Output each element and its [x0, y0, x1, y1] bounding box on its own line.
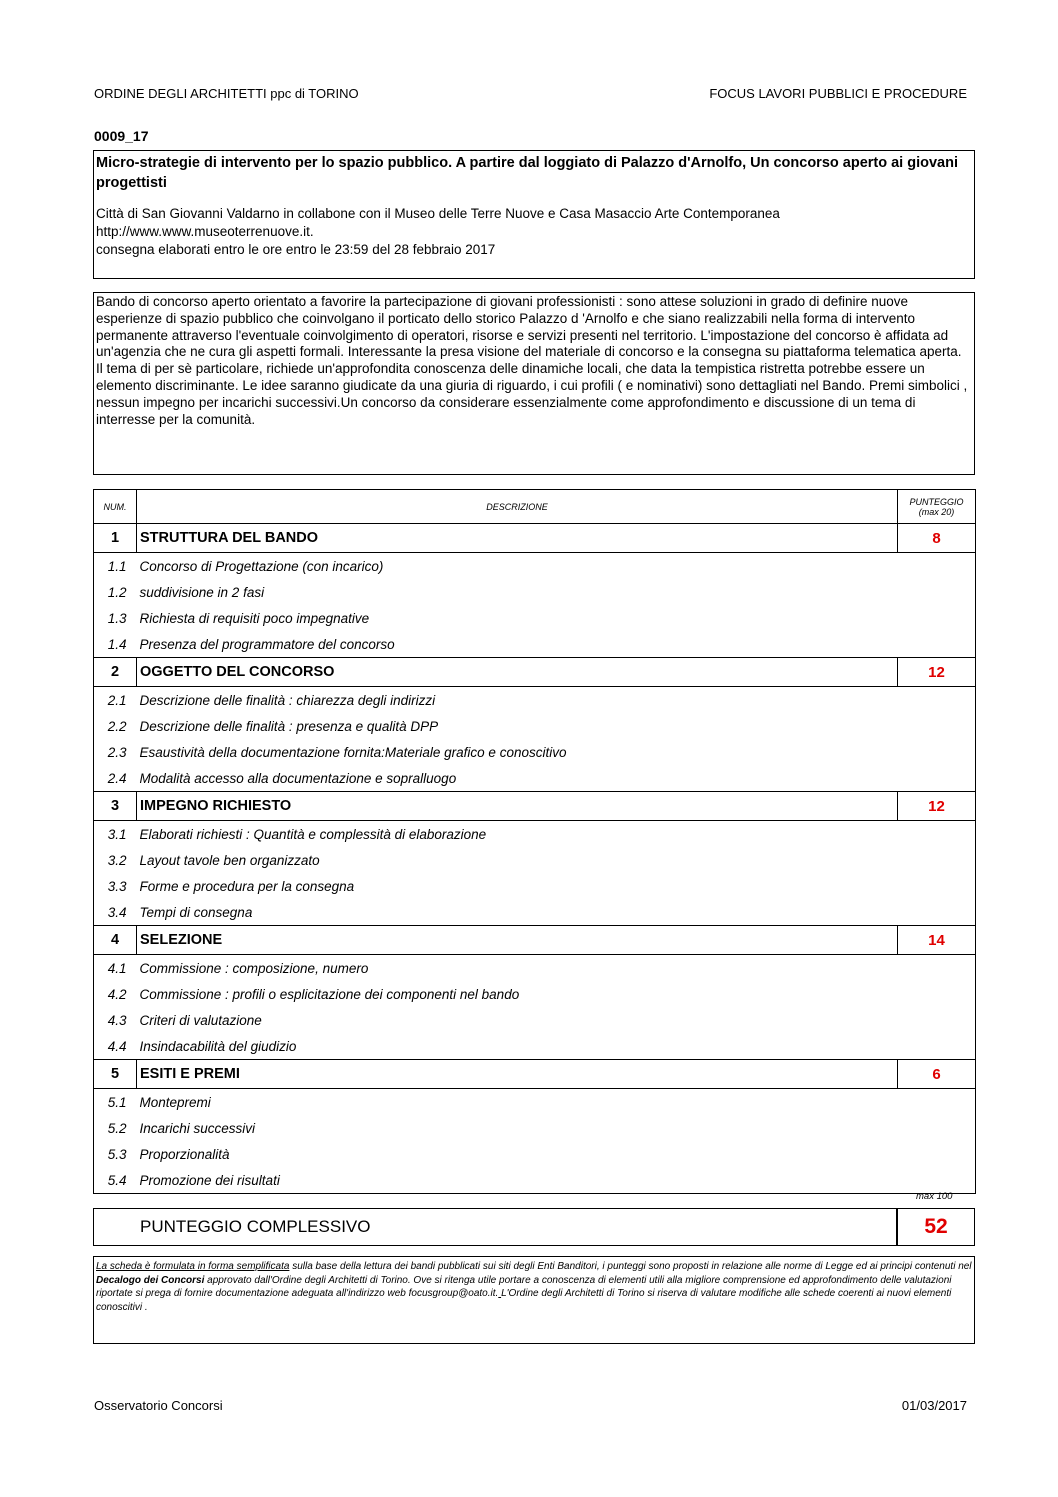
criterion-label: Elaborati richiesti : Quantità e complessità di elaborazione: [139, 826, 487, 842]
note-text-2: approvato dall'Ordine degli Architetti di Torino. Ove si ritenga utile portare a conoscenza di elementi utili alla migliore comprensione ed approfondimento delle valutazioni riportate si prega di fornire documentazione adeguata all'indirizzo web focusgroup@oato.it.: [96, 1274, 952, 1300]
criterion-score-cell: [898, 821, 976, 848]
section-title: IMPEGNO RICHIESTO: [137, 792, 898, 821]
criterion-score-cell: [898, 873, 976, 899]
criterion-row: [94, 553, 976, 580]
criterion-number: 2.1: [94, 687, 137, 714]
criterion-score-cell: [898, 605, 976, 631]
criterion-label: Modalità accesso alla documentazione e sopralluogo: [137, 765, 898, 792]
criterion-row: [94, 981, 976, 1007]
section-title: ESITI E PREMI: [137, 1060, 898, 1089]
num-column-header: NUM.: [94, 490, 137, 524]
criterion-row: [94, 1033, 976, 1060]
section-score: 6: [898, 1060, 976, 1089]
criterion-number: 5.2: [94, 1115, 137, 1141]
score-header-max: (max 20): [918, 506, 955, 517]
criterion-score-cell: [898, 1089, 976, 1116]
criterion-number: 1.1: [94, 553, 137, 580]
criterion-number: 4.4: [94, 1033, 137, 1060]
criterion-number: 5.1: [94, 1089, 137, 1116]
criterion-label: Insindacabilità del giudizio: [137, 1033, 898, 1060]
criterion-row: [94, 605, 976, 631]
deadline-line: consegna elaborati entro le ore entro le 23:59 del 28 febbraio 2017: [96, 242, 496, 257]
criterion-number: 2.3: [94, 739, 137, 765]
criterion-label: Descrizione delle finalità : chiarezza degli indirizzi: [139, 692, 436, 708]
description-box: Bando di concorso aperto orientato a favorire la partecipazione di giovani professionisti : sono attese soluzioni in grado di definire nuove esperienze di spazio pubblico che coinvolgano il porticato dello storico Palazzo d 'Arnolfo e che siano realizzabili nella forma di intervento permanente attraverso l'eventuale coinvolgimento di operatori, risorse e servizi presenti nel territorio. L'impostazione del concorso è affidata ad un'agenzia che ne cura gli aspetti formali. Interessante la presa visione del materiale di concorso e la consegna su piattaforma telematica aperta. Il tema di per sè particolare, richiede un'approfondita conoscenza delle dinamiche locali, che data la tempistica ristretta potrebbe essere un elemento discriminante. Le idee saranno giudicate da una giuria di riguardo, i cui profili ( e nominativi) sono dettagliati nel Bando. Premi simbolici , nessun impegno per incarichi successivi.Un concorso da considerare essenzialmente come approfondimento e discussione di un tema di interresse per la comunità.: [93, 292, 975, 475]
max-score-note: max 100: [916, 1191, 953, 1202]
section-score: 12: [898, 792, 976, 821]
section-row: [94, 1060, 976, 1089]
disclaimer-note: [93, 1256, 975, 1344]
criterion-row: [94, 739, 976, 765]
table-header-row: [94, 490, 976, 524]
criterion-label: Proporzionalità: [139, 1146, 230, 1162]
criterion-number: 1.2: [94, 579, 137, 605]
note-bold: Decalogo dei Concorsi: [96, 1274, 205, 1286]
criterion-score-cell: [898, 553, 976, 580]
note-text-1: sulla base della lettura dei bandi pubblicati sui siti degli Enti Banditori, i punteggi sono proposti in relazione alle norme di Legge ed ai principi contenuti nel: [289, 1261, 972, 1272]
score-header-label: PUNTEGGIO: [909, 496, 964, 507]
criterion-score-cell: [898, 899, 976, 926]
criterion-number: 2.4: [94, 765, 137, 792]
section-score: 12: [898, 658, 976, 687]
title-box: [93, 150, 975, 279]
section-score: 8: [898, 524, 976, 553]
section-title: OGGETTO DEL CONCORSO: [137, 658, 898, 687]
criterion-score-cell: [898, 955, 976, 982]
footer-left: Osservatorio Concorsi: [94, 1398, 223, 1413]
footer-date: 01/03/2017: [901, 1398, 967, 1413]
criterion-row: [94, 1007, 976, 1033]
criterion-number: 3.3: [94, 873, 137, 899]
section-row: [94, 792, 976, 821]
criterion-row: [94, 687, 976, 714]
section-row: [94, 524, 976, 553]
criterion-row: [94, 1089, 976, 1116]
criterion-row: [94, 847, 976, 873]
organizer-line: Città di San Giovanni Valdarno in collabone con il Museo delle Terre Nuove e Casa Masaccio Arte Contemporanea: [96, 206, 780, 221]
criterion-number: 5.3: [94, 1141, 137, 1167]
criterion-score-cell: [898, 713, 976, 739]
criterion-label: Descrizione delle finalità : presenza e qualità DPP: [139, 718, 439, 734]
criterion-label: Criteri di valutazione: [139, 1012, 262, 1028]
criterion-number: 2.2: [94, 713, 137, 739]
criterion-score-cell: [898, 687, 976, 714]
criterion-score-cell: [898, 981, 976, 1007]
section-row: [94, 658, 976, 687]
criterion-score-cell: [898, 579, 976, 605]
criterion-row: [94, 873, 976, 899]
criterion-number: 5.4: [94, 1167, 137, 1194]
criterion-score-cell: [898, 1007, 976, 1033]
criterion-label: Richiesta di requisiti poco impegnative: [139, 610, 370, 626]
criterion-row: [94, 955, 976, 982]
criterion-number: 3.1: [94, 821, 137, 848]
criterion-score-cell: [898, 1115, 976, 1141]
criterion-score-cell: [898, 847, 976, 873]
section-title: SELEZIONE: [137, 926, 898, 955]
criterion-row: [94, 1141, 976, 1167]
section-score: 14: [898, 926, 976, 955]
organizer-info: [96, 205, 972, 259]
criterion-label: Montepremi: [139, 1094, 211, 1110]
criterion-row: [94, 713, 976, 739]
criterion-number: 4.2: [94, 981, 137, 1007]
criterion-label: Commissione : composizione, numero: [139, 960, 369, 976]
criterion-row: [94, 579, 976, 605]
note-text-3: L'Ordine degli Architetti di Torino si riserva di valutare modifiche alle schede coerenti ai nuovi elementi conoscitivi .: [96, 1288, 952, 1313]
criterion-row: [94, 765, 976, 792]
criterion-score-cell: [898, 1033, 976, 1060]
criterion-row: [94, 1167, 976, 1194]
score-table: [93, 489, 976, 1194]
criterion-score-cell: [898, 765, 976, 792]
criterion-row: [94, 899, 976, 926]
criterion-row: [94, 1115, 976, 1141]
criterion-label: Commissione : profili o esplicitazione dei componenti nel bando: [139, 986, 520, 1002]
section-number: 3: [94, 792, 137, 821]
criterion-label: Forme e procedura per la consegna: [139, 878, 355, 894]
section-row: [94, 926, 976, 955]
total-label: PUNTEGGIO COMPLESSIVO: [93, 1208, 897, 1246]
criterion-score-cell: [898, 1167, 976, 1194]
criterion-label: Esaustività della documentazione fornita:Materiale grafico e conoscitivo: [139, 744, 567, 760]
section-number: 5: [94, 1060, 137, 1089]
criterion-score-cell: [898, 631, 976, 658]
criterion-label: suddivisione in 2 fasi: [139, 584, 265, 600]
section-number: 4: [94, 926, 137, 955]
criterion-label: Presenza del programmatore del concorso: [137, 631, 898, 658]
section-title: STRUTTURA DEL BANDO: [137, 524, 898, 553]
criterion-label: Tempi di consegna: [137, 899, 898, 926]
section-number: 2: [94, 658, 137, 687]
criterion-row: [94, 631, 976, 658]
criterion-score-cell: [898, 739, 976, 765]
criterion-number: 4.1: [94, 955, 137, 982]
criterion-label: Promozione dei risultati: [137, 1167, 898, 1194]
criterion-number: 3.4: [94, 899, 137, 926]
score-column-header: [898, 490, 976, 524]
section-number: 1: [94, 524, 137, 553]
note-underlined: La scheda è formulata in forma semplificata: [96, 1261, 290, 1272]
criterion-number: 1.3: [94, 605, 137, 631]
criterion-number: 3.2: [94, 847, 137, 873]
header-right: FOCUS LAVORI PUBBLICI E PROCEDURE: [709, 86, 967, 101]
criterion-row: [94, 821, 976, 848]
description-column-header: DESCRIZIONE: [137, 490, 898, 524]
header-left: ORDINE DEGLI ARCHITETTI ppc di TORINO: [94, 86, 359, 101]
organizer-url: http://www.www.museoterrenuove.it.: [96, 224, 314, 239]
total-score: 52: [897, 1208, 975, 1246]
document-code: 0009_17: [94, 128, 149, 144]
criterion-number: 4.3: [94, 1007, 137, 1033]
criterion-label: Concorso di Progettazione (con incarico): [139, 558, 384, 574]
criterion-score-cell: [898, 1141, 976, 1167]
criterion-number: 1.4: [94, 631, 137, 658]
competition-title: Micro-strategie di intervento per lo spazio pubblico. A partire dal loggiato di Palazzo d'Arnolfo, Un concorso aperto ai giovani progettisti: [96, 155, 958, 191]
criterion-label: Incarichi successivi: [139, 1120, 256, 1136]
criterion-label: Layout tavole ben organizzato: [139, 852, 320, 868]
